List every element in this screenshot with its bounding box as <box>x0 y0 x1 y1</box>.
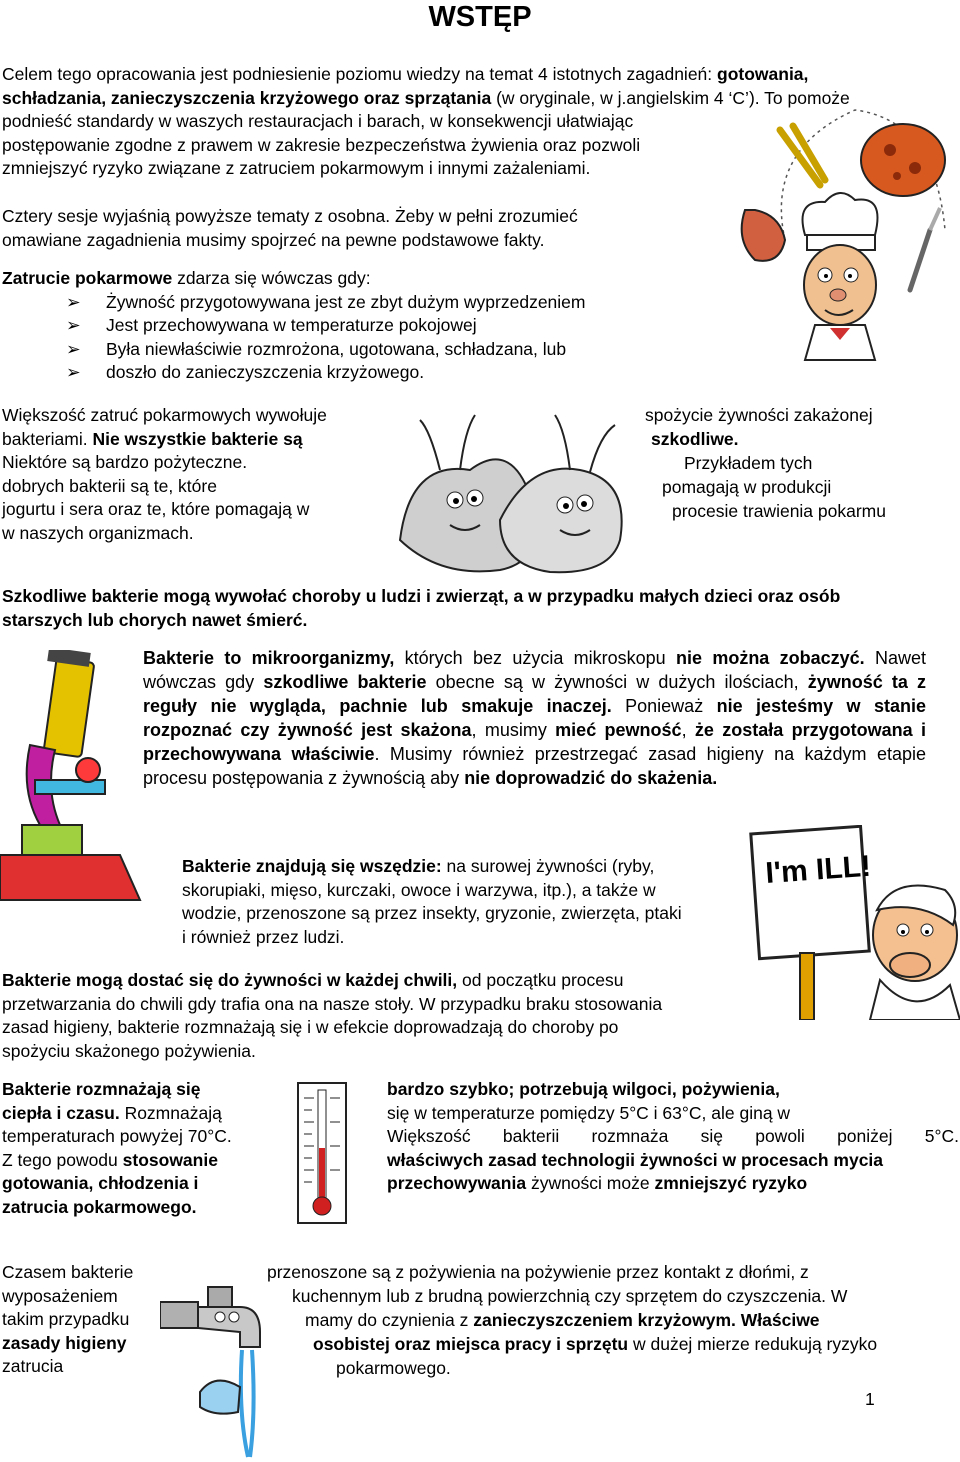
anytime-paragraph: Bakterie mogą dostać się do żywności w każdej chwili, od początku procesu przetwarzania do chwili gdy trafia ona na nasze stoły. W przypadku braku stosowania zasad higieny, bakterie rozmnażają się i w efekcie doprowadzają do choroby po spożyciu skażonego pożywienia. <box>2 970 663 1061</box>
multiply-left-column: Bakterie rozmnażają się ciepła i czasu. Rozmnażają temperaturach powyżej 70°C. Z tego powodu stosowanie gotowania, chłodzenia i zatrucia pokarmowego. <box>2 1079 232 1217</box>
poisoning-lead: Zatrucie pokarmowe zdarza się wówczas gdy: <box>2 268 371 288</box>
list-item: ➢ Jest przechowywana w temperaturze pokojowej <box>2 314 682 338</box>
sign-text: I'm ILL! <box>764 849 872 891</box>
cross-right-line-2: kuchennym lub z brudną powierzchnią czy sprzętem do czyszczenia. W <box>292 1286 848 1306</box>
list-item: ➢ doszło do zanieczyszczenia krzyżowego. <box>2 361 682 385</box>
faucet-illustration <box>160 1262 280 1462</box>
poisoning-section <box>2 267 682 385</box>
bacteria-right-line-2: szkodliwe. <box>651 429 739 449</box>
list-item: ➢ Była niewłaściwie rozmrożona, ugotowana, schładzana, lub <box>2 338 682 362</box>
bacteria-left-column: Większość zatruć pokarmowych wywołuje bakteriami. Nie wszystkie bakterie są Niektóre są bardzo pożyteczne. dobrych bakterii są te, które jogurtu i sera oraz te, które pomagają w w naszych organizmach. <box>2 405 327 543</box>
arrow-bullet-icon: ➢ <box>66 338 81 359</box>
multiply-right-column: bardzo szybko; potrzebują wilgoci, pożywienia, się w temperaturze pomiędzy 5°C i 63°C, ale giną w Większość bakterii rozmnaża się powoli poniżej 5°C. właściwych zasad technologii żywności w procesach mycia przechowywania żywności może zmniejszyć ryzyko <box>387 1079 959 1193</box>
bacteria-right-line-5: procesie trawienia pokarmu <box>672 501 886 521</box>
arrow-bullet-icon: ➢ <box>66 315 81 335</box>
juggling-chef-illustration <box>725 90 960 385</box>
cross-right-line-1: przenoszone są z pożywienia na pożywienie przez kontakt z dłońmi, z <box>267 1262 809 1282</box>
harmful-bacteria-statement: Szkodliwe bakterie mogą wywołać choroby u ludzi i zwierząt, a w przypadku małych dzieci oraz osób starszych lub chorych nawet śmierć. <box>2 586 841 630</box>
microorganisms-paragraph: Bakterie to mikroorganizmy, których bez użycia mikroskopu nie można zobaczyć. Nawet wówczas gdy szkodliwe bakterie obecne są w żywności w dużych ilościach, żywność ta z reguły nie wygląda, pachnie lub smakuje inaczej. Ponieważ nie jesteśmy w stanie rozpoznać czy żywność jest skażona, musimy mieć pewność, że została przygotowana i przechowywana właściwie. Musimy również przestrzegać zasad higieny na każdym etapie procesu postępowania z żywnością aby nie doprowadzić do skażenia. <box>143 648 927 788</box>
bacteria-right-line-1: spożycie żywności zakażonej <box>645 405 873 425</box>
cross-left-column: Czasem bakterie wyposażeniem takim przypadku zasady higieny zatrucia <box>2 1262 134 1376</box>
cross-right-line-5: pokarmowego. <box>336 1358 451 1378</box>
bacteria-right-line-4: pomagają w produkcji <box>662 477 832 497</box>
bacteria-cartoon-illustration <box>380 400 645 578</box>
sick-man-sign-illustration <box>745 825 960 1020</box>
poisoning-list <box>2 291 682 385</box>
cross-right-line-4: osobistej oraz miejsca pracy i sprzętu w dużej mierze redukują ryzyko <box>313 1334 878 1354</box>
microscope-illustration <box>0 650 145 915</box>
intro-paragraph-2: Cztery sesje wyjaśnią powyższe tematy z osobna. Żeby w pełni zrozumieć omawiane zagadnienia musimy spojrzeć na pewne podstawowe fakty. <box>2 206 578 250</box>
thermometer-illustration <box>288 1078 356 1228</box>
arrow-bullet-icon: ➢ <box>66 291 81 312</box>
everywhere-paragraph: Bakterie znajdują się wszędzie: na surowej żywności (ryby, skorupiaki, mięso, kurczaki, owoce i warzywa, itp.), a także w wodzie, przenoszone są przez insekty, gryzonie, zwierzęta, ptaki i również przez ludzi. <box>182 856 682 947</box>
page-title: WSTĘP <box>428 1 532 33</box>
intro-paragraph-1: Celem tego opracowania jest podniesienie poziomu wiedzy na temat 4 istotnych zagadnień: gotowania, schładzania, zanieczyszczenia krzyżowego oraz sprzątania (w oryginale, w j.angielskim 4 ‘C’). To pomoże podnieść standardy w waszych restauracjach i barach, w konsekwencji ułatwiając postępowanie zgodne z prawem w zakresie bezpeczeństwa żywienia oraz pozwoli zmniejszyć ryzyko związane z zatruciem pokarmowym i innymi zażaleniami. <box>2 64 850 178</box>
bacteria-right-line-3: Przykładem tych <box>684 453 813 473</box>
cross-right-line-3: mamy do czynienia z zanieczyszczeniem krzyżowym. Właściwe <box>305 1310 820 1330</box>
arrow-bullet-icon: ➢ <box>66 362 81 382</box>
list-item: ➢ Żywność przygotowywana jest ze zbyt dużym wyprzedzeniem <box>2 291 682 315</box>
page-number: 1 <box>865 1389 875 1409</box>
